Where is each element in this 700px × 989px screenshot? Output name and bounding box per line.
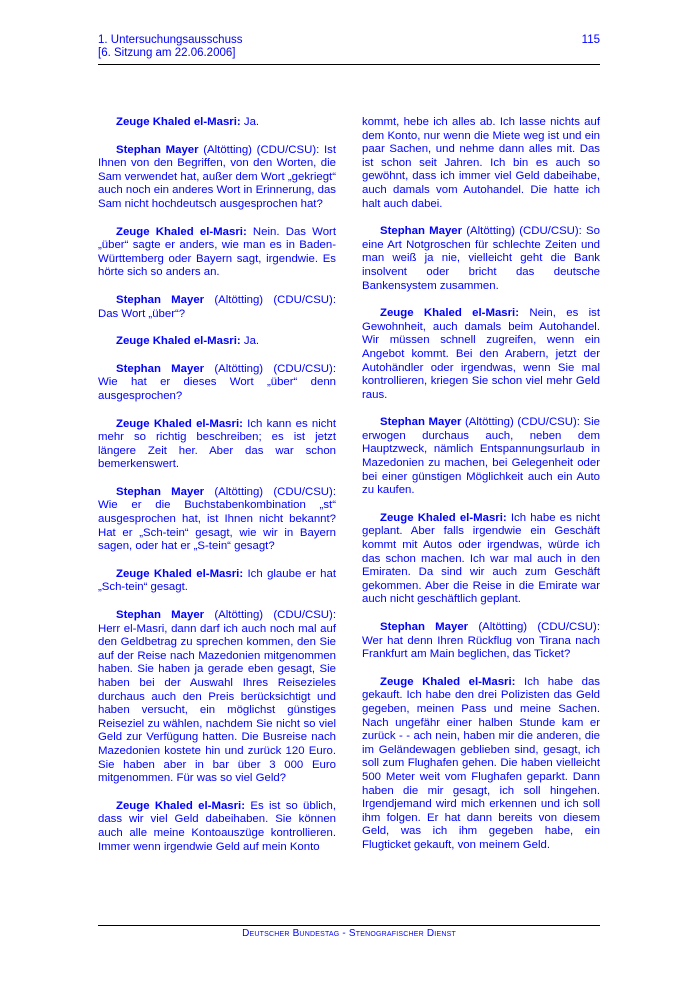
speaker-name: Stephan Mayer [380, 621, 469, 633]
speech-text: Ich habe es nicht geplant. Aber falls irgendwie ein Geschäft kommt mit Autos oder irgendwas, würde ich das schon machen. Ich war mal auch in den Emiraten. Da sind wir auch zum Geschäft gekommen. Aber die Reise in die Emirate war auch nicht geschäftlich geplant. [362, 511, 600, 606]
paragraph [98, 144, 336, 212]
paragraph [362, 416, 600, 498]
paragraph-continued [362, 116, 600, 211]
speaker-name: Zeuge Khaled el-Masri: [116, 567, 244, 580]
speech-text: (Altötting) (CDU/CSU): Wie er die Buchstabenkombination „st“ ausgesprochen hat, ist Ihnen nicht bekannt? Hat er „Sch-tein“ gesagt, wie wir in Bayern sagen, oder hat er „S-tein“ gesagt? [98, 485, 336, 553]
paragraph [362, 621, 600, 662]
speech-text: Nein, es ist Gewohnheit, auch damals beim Autohandel. Wir müssen schnell zugreifen, wenn ein Angebot kommt. Bei den Arabern, jetzt der Autohändler oder irgendwas, wenn Sie mal kontrollieren, kriegen Sie schon viel mehr Geld raus. [362, 307, 600, 401]
session-date: [6. Sitzung am 22.06.2006] [98, 47, 236, 59]
footer-divider [98, 925, 600, 926]
speech-text: Ich glaube er hat „Sch-tein“ gesagt. [98, 567, 336, 594]
paragraph [98, 609, 336, 786]
right-column [362, 116, 600, 867]
paragraph [362, 676, 600, 853]
speech-text: Ich habe das gekauft. Ich habe den drei Polizisten das Geld gegeben, meinen Pass und meine Sachen. Nach ungefähr einer halben Stunde kam er zurück - - ach nein, haben mir die anderen, die im Geländewagen geblieben sind, gesagt, ich soll zum Flughafen gehen. Die haben vielleicht 500 Meter weit vom Flughafen geparkt. Dann haben die mir gesagt, ich soll hingehen. Irgendjemand wird mich erkennen und ich soll ihm folgen. Er hat dann bereits von diesem Geld, was ich ihm gegeben habe, ein Flugticket gekauft, von meinem Geld. [362, 675, 600, 851]
speaker-name: Zeuge Khaled el-Masri: [116, 417, 243, 430]
speech-text: Ja. [240, 335, 260, 348]
paragraph [98, 363, 336, 404]
speaker-name: Stephan Mayer [116, 485, 205, 498]
paragraph [362, 512, 600, 607]
speaker-name: Stephan Mayer [116, 362, 205, 375]
page-number: 115 [581, 34, 600, 46]
left-column [98, 116, 336, 868]
speaker-name: Zeuge Khaled el-Masri: [116, 799, 246, 812]
speech-text: Ja. [240, 116, 260, 128]
paragraph [98, 486, 336, 554]
speaker-name: Stephan Mayer [380, 416, 462, 429]
speaker-name: Stephan Mayer [380, 225, 463, 238]
paragraph [98, 418, 336, 472]
speech-text: Ich kann es nicht mehr so richtig beschreiben; es ist jetzt längere Zeit her. Aber das war schon bemerkenswert. [98, 417, 336, 471]
speech-text: (Altötting) (CDU/CSU): Ist Ihnen von den Begriffen, von den Worten, die Sam verwendet hat, außer dem Wort „gekriegt“ auch noch ein anderes Wort in Erinnerung, das Sam nicht hochdeutsch ausgesprochen hat? [98, 143, 336, 210]
speech-text: Nein. Das Wort „über“ sagte er anders, wie man es in Baden-Württemberg oder Bayern sagt, irgendwie. Es hörte sich so anders an. [98, 225, 336, 279]
header-title [98, 34, 242, 60]
speaker-name: Stephan Mayer [116, 609, 205, 622]
speaker-name: Stephan Mayer [116, 143, 199, 156]
speech-text: kommt, hebe ich alles ab. Ich lasse nichts auf dem Konto, nur wenn die Miete weg ist und ein paar Sachen, und nehme dann alles mit. Das ist schon seit Jahren. Ich bin es auch so gewöhnt, dass ich immer viel Geld dabeihabe, auch damals vom Autohandel. Die hatte ich halt auch dabei. [362, 116, 600, 210]
speaker-name: Zeuge Khaled el-Masri: [380, 307, 520, 320]
paragraph [98, 800, 336, 854]
paragraph [98, 294, 336, 321]
speaker-name: Stephan Mayer [116, 293, 205, 306]
speaker-name: Zeuge Khaled el-Masri: [116, 335, 241, 348]
speaker-name: Zeuge Khaled el-Masri: [380, 675, 516, 688]
paragraph [362, 307, 600, 402]
speech-text: (Altötting) (CDU/CSU): Das Wort „über“? [98, 293, 336, 320]
page-footer: Deutscher Bundestag - Stenografischer Dienst [242, 928, 456, 939]
speaker-name: Zeuge Khaled el-Masri: [116, 116, 241, 128]
page-header [98, 34, 600, 65]
speech-text: (Altötting) (CDU/CSU): Wie hat er dieses Wort „über“ denn ausgesprochen? [98, 362, 336, 402]
paragraph [98, 226, 336, 280]
speaker-name: Zeuge Khaled el-Masri: [380, 511, 507, 524]
speaker-name: Zeuge Khaled el-Masri: [116, 225, 247, 238]
paragraph [362, 225, 600, 293]
speech-text: (Altötting) (CDU/CSU): Herr el-Masri, dann darf ich auch noch mal auf den Geldbetrag zu sprechen kommen, den Sie auf der Reise nach Mazedonien mitgenommen haben. Sie haben ja gerade eben gesagt, Sie haben bei der Auswahl Ihres Reisezieles durchaus auch den Preis berücksichtigt und haben versucht, ein möglichst günstiges Reiseziel zu wählen, nachdem Sie nicht so viel Geld zur Verfügung hatten. Die Busreise nach Mazedonien kostete hin und zurück 120 Euro. Sie haben aber in bar über 3 000 Euro mitgenommen. Für was so viel Geld? [98, 609, 336, 785]
speech-text: (Altötting) (CDU/CSU): Sie erwogen durchaus auch, neben dem Hauptzweck, nämlich Entspannungsurlaub in Mazedonien zu machen, bei Gelegenheit oder bei einer günstigen Möglichkeit auch ein Auto zu kaufen. [362, 416, 600, 497]
paragraph [98, 568, 336, 595]
speech-text: (Altötting) (CDU/CSU): Wer hat denn Ihren Rückflug von Tirana nach Frankfurt am Main beglichen, das Ticket? [362, 621, 600, 661]
paragraph [98, 335, 336, 349]
speech-text: Es ist so üblich, dass wir viel Geld dabeihaben. Sie können auch alle meine Kontoauszüge kontrollieren. Immer wenn irgendwie Geld auf mein Konto [98, 799, 336, 853]
paragraph [98, 116, 336, 130]
speech-text: (Altötting) (CDU/CSU): So eine Art Notgroschen für schlechte Zeiten und man weiß ja nie, vielleicht geht die Bank insolvent oder bricht das deutsche Bankensystem zusammen. [362, 225, 600, 292]
committee-name: 1. Untersuchungsausschuss [98, 34, 243, 46]
